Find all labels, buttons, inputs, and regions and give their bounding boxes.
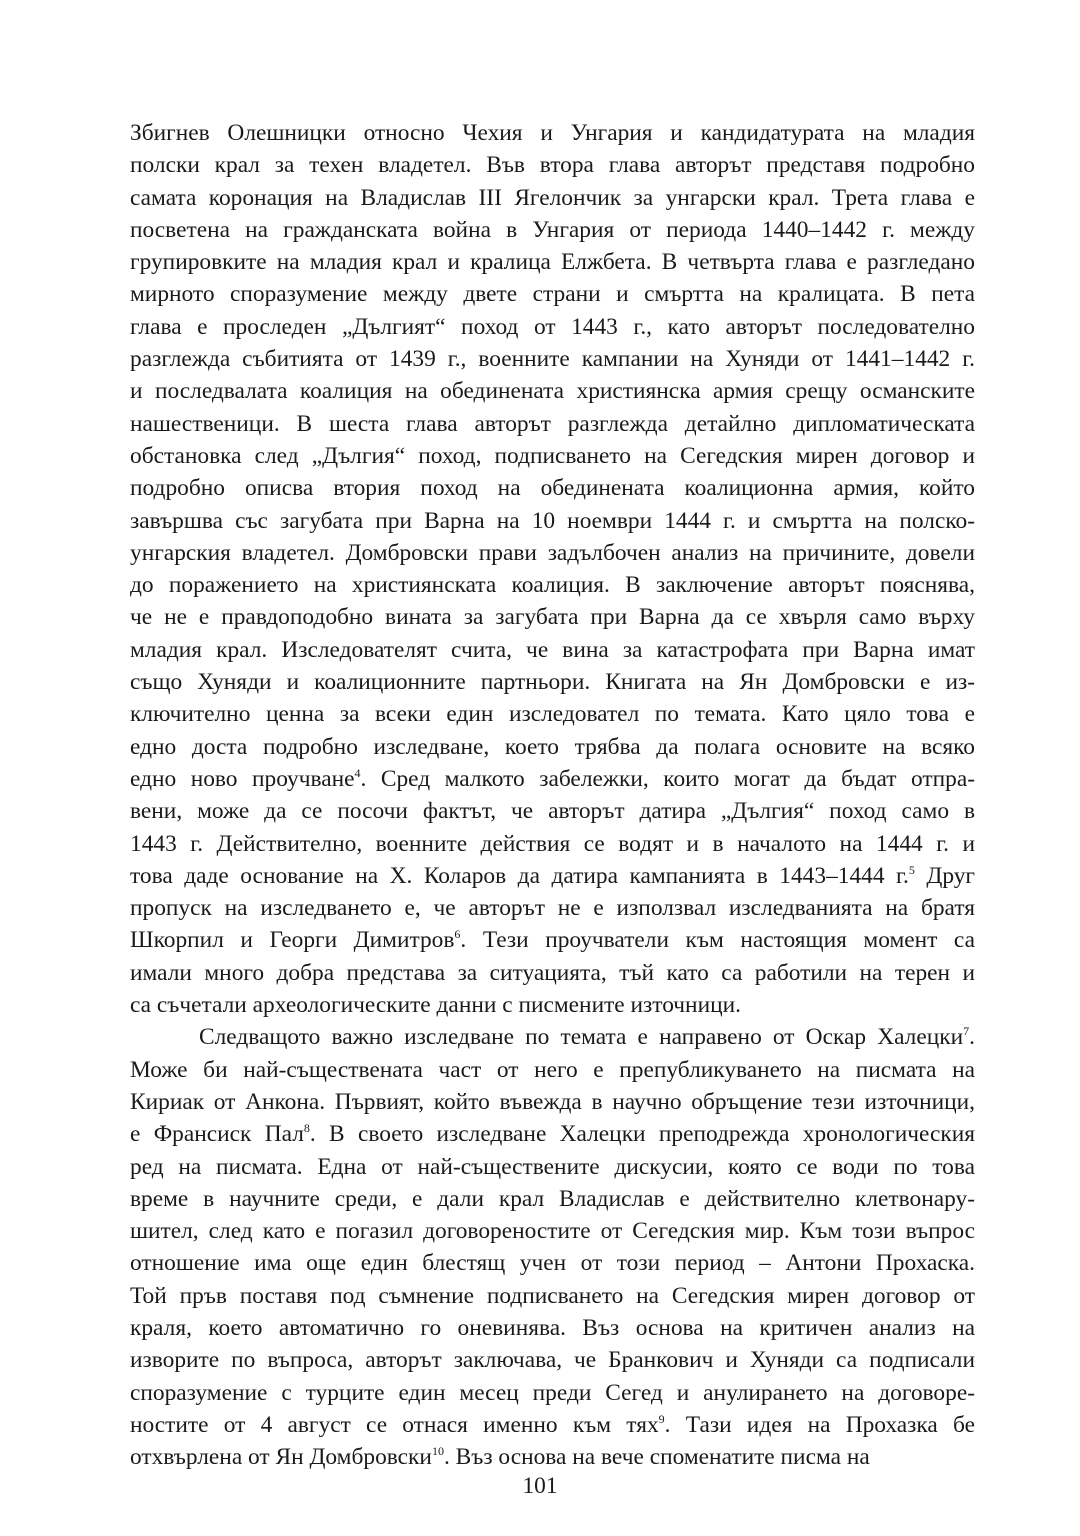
line-text: пропуск на изследването е, че авторът не е използвал изследванията на братя [130,895,975,922]
text-line [130,149,975,181]
line-text: едно доста подробно изследване, което трябва да полага основите на всяко [130,733,975,760]
line-text: ред на писмата. Една от най-съществените дискусии, която се води по това [130,1153,975,1180]
text-line [130,666,975,698]
line-text: . В своето изследване Халецки преподрежда хронологическия [309,1121,975,1148]
line-text: . Тези проучватели към настоящия момент са [460,927,975,954]
line-text: че не е правдоподобно вината за загубата при Варна да се хвърля само върху [130,604,975,631]
line-text: разглежда събитията от 1439 г., военните кампании на Хуняди от 1441–1442 г. [130,346,975,373]
line-text: отхвърлена от Ян Домбровски [130,1444,432,1471]
footnote-ref[interactable]: 7 [963,1024,970,1039]
line-text: ключително ценна за всеки един изследовател по темата. Като цяло това е [130,701,975,728]
line-text: унгарския владетел. Домбровски прави задълбочен анализ на причините, довели [130,539,975,566]
text-line [130,795,975,827]
text-line [130,1377,975,1409]
text-line [130,311,975,343]
line-text: до поражението на християнската коалиция. В заключение авторът пояснява, [130,572,975,599]
text-line [130,601,975,633]
footnote-ref[interactable]: 4 [354,765,361,780]
line-text: самата коронация на Владислав III Ягелончик за унгарски крал. Трета глава е [130,184,975,211]
text-line [130,1118,975,1150]
text-line [130,924,975,956]
line-text: имали много добра представа за ситуацията, тъй като са работили на терен и [130,959,975,986]
line-text: Друг [914,862,975,889]
text-line [130,278,975,310]
text-line [130,537,975,569]
line-text: Може би най-съществената част от него е препубликуването на писмата на [130,1056,975,1083]
line-text: . [969,1024,975,1051]
text-line [130,698,975,730]
line-text: . Въз основа на вече споменатите писма на [443,1444,870,1471]
text-line [130,440,975,472]
text-line [130,246,975,278]
text-line [130,731,975,763]
line-text: споразумение с турците един месец преди Сегед и анулирането на договоре- [130,1379,975,1406]
line-text: отношение има още един блестящ учен от този период – Антони Прохаска. [130,1250,975,1277]
text-line [130,505,975,537]
text-line [130,989,975,1021]
line-text: Шкорпил и Георги Димитров [130,927,455,954]
text-line [130,1183,975,1215]
page-number: 101 [522,1473,558,1499]
paragraph [130,1021,975,1473]
text-line [130,117,975,149]
footnote-ref[interactable]: 10 [431,1444,444,1459]
footnote-ref[interactable]: 9 [658,1411,665,1426]
footnote-ref[interactable]: 8 [303,1121,310,1136]
line-text: Следващото важно изследване по темата е направено от Оскар Халецки [199,1024,964,1051]
line-text: шител, след като е погазил договореностите от Сегедския мир. Към този въпрос [130,1218,975,1245]
line-text: също Хуняди и коалиционните партньори. Книгата на Ян Домбровски е из- [130,669,975,696]
line-text: . Тази идея на Прохазка бе [664,1411,975,1438]
text-line [130,1344,975,1376]
footnote-ref[interactable]: 5 [908,862,915,877]
line-text: Той пръв поставя под съмнение подписването на Сегедския мирен договор от [130,1282,975,1309]
line-text: завършва със загубата при Варна на 10 ноември 1444 г. и смъртта на полско- [130,507,975,534]
line-text: Кириак от Анкона. Първият, който въвежда в научно обръщение тези източници, [130,1088,975,1115]
line-text: време в научните среди, е дали крал Владислав е действително клетвонару- [130,1185,975,1212]
line-text: изворите по въпроса, авторът заключава, че Бранкович и Хуняди са подписали [130,1347,975,1374]
text-line [130,1247,975,1279]
text-line [130,343,975,375]
text-line [130,634,975,666]
line-text: групировките на младия крал и кралица Елжбета. В четвърта глава е разгледано [130,249,975,276]
text-line [130,1086,975,1118]
text-line [130,569,975,601]
line-text: краля, което автоматично го оневинява. Въз основа на критичен анализ на [130,1314,975,1341]
line-text: едно ново проучване [130,765,355,792]
text-line [130,860,975,892]
text-line [130,214,975,246]
line-text: Збигнев Олешницки относно Чехия и Унгария и кандидатурата на младия [130,120,975,146]
line-text: това даде основание на Х. Коларов да датира кампанията в 1443–1444 г. [130,862,909,889]
text-line [130,375,975,407]
text-line [130,408,975,440]
line-text: мирното споразумение между двете страни и смъртта на кралицата. В пета [130,281,975,308]
paragraph [130,117,975,1021]
line-text: . Сред малкото забележки, които могат да бъдат отпра- [360,765,975,792]
line-text: обстановка след „Дългия“ поход, подписването на Сегедския мирен договор и [130,442,975,469]
line-text: посветена на гражданската война в Унгария от периода 1440–1442 г. между [130,216,975,243]
text-line [130,1312,975,1344]
text-line [130,1215,975,1247]
text-line [130,1409,975,1441]
line-text: подробно описва втория поход на обединената коалиционна армия, който [130,475,975,502]
line-text: младия крал. Изследователят счита, че вина за катастрофата при Варна имат [130,636,975,663]
text-line [130,1151,975,1183]
text-line [130,957,975,989]
text-line [130,1021,975,1053]
text-line [130,763,975,795]
line-text: полски крал за техен владетел. Във втора глава авторът представя подробно [130,152,975,179]
text-line [130,182,975,214]
line-text: ностите от 4 август се отнася именно към тях [130,1411,659,1438]
text-line [130,1441,975,1473]
body-text [130,117,975,1473]
footnote-ref[interactable]: 6 [454,927,461,942]
text-line [130,472,975,504]
text-line [130,892,975,924]
line-text: вени, може да се посочи фактът, че авторът датира „Дългия“ поход само в [130,798,975,825]
line-text: и последвалата коалиция на обединената християнска армия срещу османските [130,378,975,405]
text-line [130,1054,975,1086]
line-text: 1443 г. Действително, военните действия се водят и в началото на 1444 г. и [130,830,975,857]
line-text: нашественици. В шеста глава авторът разглежда детайлно дипломатическата [130,410,975,437]
line-text: са съчетали археологическите данни с писмените източници. [130,992,741,1019]
line-text: е Франсиск Пал [130,1121,304,1148]
text-line [130,1280,975,1312]
text-line [130,828,975,860]
line-text: глава е проследен „Дългият“ поход от 1443 г., като авторът последователно [130,313,975,340]
